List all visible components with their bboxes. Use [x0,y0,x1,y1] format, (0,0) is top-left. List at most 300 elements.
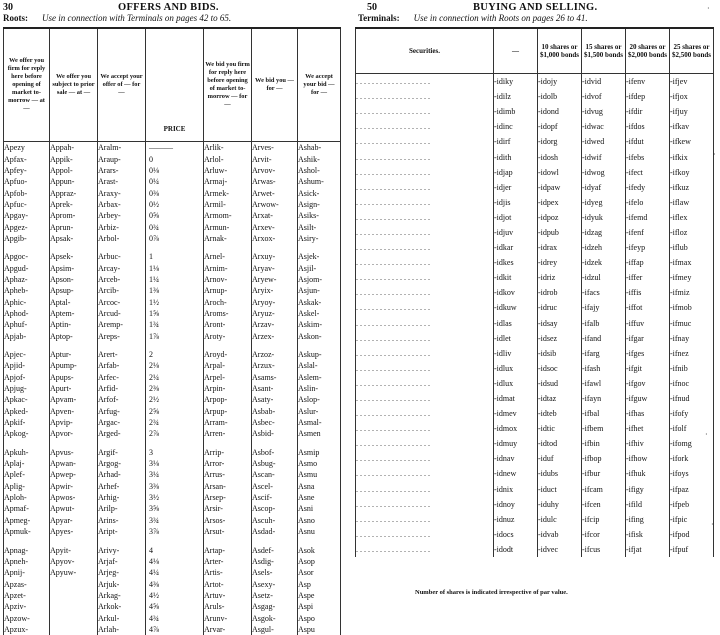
securities-cell: ................... [356,104,494,119]
code-cell: Arbiz- [98,221,146,232]
table-row [356,512,714,527]
code-cell: Apyit- [50,544,98,555]
code-cell: Aptop- [50,331,98,342]
code-cell: Apnag- [4,544,50,555]
securities-cell: ................... [356,376,494,391]
price-cell: 4⅜ [146,578,204,589]
code-cell: Arnel- [204,251,252,262]
securities-cell: ................... [356,180,494,195]
left-page-number: 30 [3,2,13,13]
price-cell: 1¼ [146,274,204,285]
terminal-cell: -iffis [626,285,670,300]
code-cell: Arpup- [204,406,252,417]
securities-cell: ................... [356,542,494,557]
code-cell: Apfuc- [4,199,50,210]
left-page-subtitle [3,13,231,23]
table-row [356,195,714,210]
table-row [4,319,341,330]
terminal-cell: -ifguw [626,391,670,406]
table-row [4,428,341,439]
securities-cell: ................... [356,300,494,315]
code-cell: Arlah- [98,624,146,635]
table-row [4,244,341,251]
code-cell: Apfuo- [4,176,50,187]
terminal-cell: -ifisk [626,527,670,542]
code-cell: Arsut- [204,526,252,537]
code-cell: Arars- [98,165,146,176]
code-cell: Asilt- [298,221,341,232]
code-cell: Arwet- [252,187,298,198]
code-cell: Arpal- [204,360,252,371]
offers-bids-body [4,142,341,635]
terminal-cell: -ifjox [670,89,714,104]
code-cell: Arkul- [98,612,146,623]
table-row [356,89,714,104]
securities-cell: ................... [356,406,494,421]
code-cell: Asign- [298,199,341,210]
code-cell: Arzex- [252,331,298,342]
table-row [4,296,341,307]
code-cell: Apkuh- [4,447,50,458]
table-row [356,376,714,391]
code-cell: Apgib- [4,233,50,244]
price-cell: 1⅞ [146,331,204,342]
code-cell: Aslin- [298,383,341,394]
code-cell: Arlik- [204,142,252,154]
code-cell [252,440,298,447]
terminal-cell: -iffap [626,255,670,270]
terminal-cell: -ifpic [670,512,714,527]
terminal-cell: -ifcip [582,512,626,527]
price-cell: 0⅞ [146,233,204,244]
price-cell: 1 [146,251,204,262]
code-cell: Appol- [50,165,98,176]
code-cell [204,342,252,349]
code-cell: Aptur- [50,349,98,360]
code-cell: Asiks- [298,210,341,221]
terminal-cell: -idzeh [582,240,626,255]
table-row [4,440,341,447]
price-cell: 3¼ [146,469,204,480]
code-cell: Apkif- [4,417,50,428]
terminal-cell: -ifpaz [670,482,714,497]
table-row [4,481,341,492]
code-cell: Ashab- [298,142,341,154]
securities-cell: ................... [356,391,494,406]
terminal-cell: -idrey [538,255,582,270]
code-cell: Ascel- [252,481,298,492]
code-cell: Aspe [298,590,341,601]
securities-cell: ................... [356,361,494,376]
terminal-cell: -idwac [582,119,626,134]
code-cell: Apfax- [4,153,50,164]
code-cell: Arror- [204,458,252,469]
terminal-cell: -ifkoy [670,165,714,180]
terminal-cell: -idocs [494,527,538,542]
code-cell: Asick- [298,187,341,198]
table-row [4,210,341,221]
code-cell: Apwan- [50,458,98,469]
terminal-cell: -idopf [538,119,582,134]
code-cell: Arunv- [204,612,252,623]
code-cell: Apsak- [50,233,98,244]
column-header: — [494,28,538,74]
code-cell: Apheb- [4,285,50,296]
column-header: 20 shares or $2,000 bonds [626,28,670,74]
code-cell: Ashol- [298,165,341,176]
price-cell: 3⅞ [146,526,204,537]
code-cell: Arves- [252,142,298,154]
terminal-cell: -idsay [538,316,582,331]
code-cell: Askim- [298,319,341,330]
code-cell: Ascuh- [252,515,298,526]
price-cell [146,537,204,544]
securities-cell: ................... [356,240,494,255]
code-cell: Aroyd- [204,349,252,360]
code-cell: Arpop- [204,394,252,405]
table-row [4,187,341,198]
terminal-cell: -ifcen [582,497,626,512]
terminal-cell: -idtic [538,421,582,436]
code-cell: Asetz- [252,590,298,601]
price-cell: 0¾ [146,221,204,232]
code-cell: Arivy- [98,544,146,555]
column-header: We accept your offer of — for — [98,28,146,142]
code-cell: Aplaj- [4,458,50,469]
code-cell: Askon- [298,331,341,342]
code-cell: Aslal- [298,360,341,371]
table-row [4,578,341,589]
terminal-cell: -idolb [538,89,582,104]
column-header: We offer you firm for reply here before opening of market to-morrow — at — [4,28,50,142]
code-cell: Aslur- [298,406,341,417]
terminal-cell: -idsez [538,331,582,346]
code-cell: Aploh- [4,492,50,503]
terminal-cell: -ifash [582,361,626,376]
table-row [356,391,714,406]
code-cell: Aspu [298,624,341,635]
code-cell: Asor [298,567,341,578]
code-cell: Arsep- [204,492,252,503]
code-cell: Apven- [50,406,98,417]
terminal-cell: -ifmiz [670,285,714,300]
terminal-cell: -idpub [538,225,582,240]
code-cell: Arwow- [252,199,298,210]
code-cell: Arnov- [204,274,252,285]
code-cell: Asgag- [252,601,298,612]
terminal-cell: -ifeyp [626,240,670,255]
code-cell: Aprom- [50,210,98,221]
securities-cell: ................... [356,451,494,466]
terminal-cell: -idnix [494,482,538,497]
code-cell: Asni [298,503,341,514]
code-cell: Aspo [298,612,341,623]
terminal-cell: -idkes [494,255,538,270]
table-row [356,542,714,557]
table-row [4,176,341,187]
securities-cell: ................... [356,346,494,361]
code-cell: Armek- [204,187,252,198]
table-row [356,240,714,255]
right-page [355,0,720,601]
code-cell: Arfec- [98,372,146,383]
terminal-cell: -iflub [670,240,714,255]
code-cell: Arjuk- [98,578,146,589]
code-cell: Apump- [50,360,98,371]
terminal-cell: -ifpuf [670,542,714,557]
code-cell: Ashik- [298,153,341,164]
table-row [356,421,714,436]
terminal-cell: -idjis [494,195,538,210]
code-cell: Arbax- [98,199,146,210]
terminal-cell: -ifnud [670,391,714,406]
code-cell [252,244,298,251]
securities-cell: ................... [356,285,494,300]
securities-cell: ................... [356,165,494,180]
price-cell: 4⅝ [146,601,204,612]
table-row [356,451,714,466]
price-cell: ——— [146,142,204,154]
code-cell: Arceb- [98,274,146,285]
code-cell: Apkog- [4,428,50,439]
terminal-cell: -idnav [494,451,538,466]
code-cell: Apgez- [4,221,50,232]
terminal-cell: -idmat [494,391,538,406]
code-cell: Asexy- [252,578,298,589]
code-cell: Apnij- [4,567,50,578]
price-cell: 0⅝ [146,210,204,221]
terminal-cell: -idinc [494,119,538,134]
code-cell: Artot- [204,578,252,589]
terminal-cell: -idriz [538,270,582,285]
terminal-cell: -ifgit [626,361,670,376]
price-cell: 0 [146,153,204,164]
code-cell: Apjab- [4,331,50,342]
code-cell: Arwas- [252,176,298,187]
code-cell: Asaty- [252,394,298,405]
code-cell: Aptem- [50,308,98,319]
code-cell: Arast- [98,176,146,187]
terminal-cell: -idtod [538,436,582,451]
terminal-cell: -idjap [494,165,538,180]
code-cell: Apzas- [4,578,50,589]
securities-cell: ................... [356,482,494,497]
code-cell: Asmip [298,447,341,458]
table-row [4,262,341,273]
securities-cell: ................... [356,270,494,285]
terminal-cell: -ifnay [670,331,714,346]
table-row [4,537,341,544]
terminal-cell: -idrob [538,285,582,300]
code-cell: Armun- [204,221,252,232]
code-cell [298,342,341,349]
column-header: We bid you firm for reply here before opening of market to-morrow — for — [204,28,252,142]
code-cell: Apmuk- [4,526,50,537]
code-cell [50,440,98,447]
table-row [4,612,341,623]
terminal-cell: -ifjuy [670,104,714,119]
table-row [4,221,341,232]
code-cell: Argog- [98,458,146,469]
code-cell: Aprun- [50,221,98,232]
terminal-cell: -idsoc [538,361,582,376]
code-cell: Aryuz- [252,308,298,319]
code-cell: Asant- [252,383,298,394]
code-cell: Apvam- [50,394,98,405]
terminal-cell: -idvec [538,542,582,557]
terminal-cell: -ifkix [670,149,714,164]
table-row [4,458,341,469]
terminal-cell: -ifcam [582,482,626,497]
securities-cell: ................... [356,225,494,240]
code-cell: Asne [298,492,341,503]
right-subtitle-label: Terminals: [358,13,400,23]
price-cell: 0⅜ [146,187,204,198]
buying-selling-table [355,27,714,557]
code-cell: Aript- [98,526,146,537]
code-cell: Apjug- [4,383,50,394]
terminal-cell: -ifnoc [670,376,714,391]
price-cell: 1½ [146,296,204,307]
price-cell: 4¾ [146,612,204,623]
code-cell: Argac- [98,417,146,428]
code-cell: Arbuc- [98,251,146,262]
code-cell: Arcoc- [98,296,146,307]
terminal-cell: -ifayn [582,391,626,406]
left-page [0,0,340,601]
code-cell: Apsek- [50,251,98,262]
terminal-cell: -idvug [582,104,626,119]
terminal-cell: -ifnib [670,361,714,376]
code-cell: Arsir- [204,503,252,514]
code-cell: Arvov- [252,165,298,176]
terminal-cell: -ifcor [582,527,626,542]
table-row [4,274,341,285]
terminal-cell: -ifect [626,165,670,180]
code-cell: Arert- [98,349,146,360]
code-cell: Arcib- [98,285,146,296]
code-cell [98,537,146,544]
code-cell: Aphic- [4,296,50,307]
securities-cell: ................... [356,421,494,436]
code-cell: Appik- [50,153,98,164]
terminal-cell: -idpoz [538,210,582,225]
code-cell: Apneh- [4,556,50,567]
terminal-cell: -ifpeb [670,497,714,512]
code-cell: Apurt- [50,383,98,394]
table-row [356,74,714,90]
price-cell [146,342,204,349]
code-cell: Asjom- [298,274,341,285]
terminal-cell: -ifkew [670,134,714,149]
code-cell: Arxuy- [252,251,298,262]
table-row [356,255,714,270]
code-cell: Apezy [4,142,50,154]
code-cell: Arpin- [204,383,252,394]
code-cell [50,624,98,635]
price-cell: 3½ [146,492,204,503]
code-cell [204,244,252,251]
price-cell: 2½ [146,394,204,405]
code-cell: Asbab- [252,406,298,417]
code-cell: Apwut- [50,503,98,514]
code-cell [4,440,50,447]
terminal-cell: -ifild [626,497,670,512]
table-row [4,544,341,555]
code-cell: Aptin- [50,319,98,330]
code-cell: Apsim- [50,262,98,273]
code-cell [50,590,98,601]
terminal-cell: -iffot [626,300,670,315]
table-row [356,331,714,346]
offers-bids-header-row [4,28,341,142]
code-cell: Arnak- [204,233,252,244]
code-cell: Arvar- [204,624,252,635]
code-cell [50,578,98,589]
terminal-cell: -idyeg [582,195,626,210]
code-cell: Arged- [98,428,146,439]
code-cell: Apups- [50,372,98,383]
code-cell [50,537,98,544]
terminal-cell: -idnew [494,466,538,481]
left-subtitle-label: Roots: [3,13,28,23]
code-cell: Apjid- [4,360,50,371]
securities-cell: ................... [356,149,494,164]
terminal-cell: -ifand [582,331,626,346]
code-cell: Apyuw- [50,567,98,578]
code-cell: Arjaf- [98,556,146,567]
table-row [4,372,341,383]
securities-cell: ................... [356,512,494,527]
code-cell: Arbey- [98,210,146,221]
code-cell: Arbol- [98,233,146,244]
terminal-cell: -ifdos [626,119,670,134]
terminal-cell: -idojy [538,74,582,90]
right-page-title: BUYING AND SELLING. [473,2,597,13]
code-cell [50,601,98,612]
code-cell: Arhig- [98,492,146,503]
right-page-subtitle [358,13,588,23]
code-cell: Ascop- [252,503,298,514]
code-cell: Armaj- [204,176,252,187]
code-cell: Arfab- [98,360,146,371]
price-cell: 4 [146,544,204,555]
price-cell: 2⅞ [146,428,204,439]
terminal-cell: -idvid [582,74,626,90]
table-row [356,149,714,164]
terminal-cell: -iffuv [626,316,670,331]
terminal-cell: -idsud [538,376,582,391]
terminal-cell: -idpaw [538,180,582,195]
code-cell: Arjeg- [98,567,146,578]
table-row [356,497,714,512]
code-cell: Asdad- [252,526,298,537]
table-row [4,503,341,514]
terminal-cell: -ifkuz [670,180,714,195]
terminal-cell: -ifbal [582,406,626,421]
code-cell: Aslem- [298,372,341,383]
terminal-cell: -ifnez [670,346,714,361]
code-cell: Aphod- [4,308,50,319]
code-cell: Arvit- [252,153,298,164]
code-cell: Apmeg- [4,515,50,526]
code-cell: Aralm- [98,142,146,154]
table-row [4,142,341,154]
table-row [4,526,341,537]
price-cell: 4½ [146,590,204,601]
terminal-cell: -idosh [538,149,582,164]
column-header: We offer you subject to prior sale — at — [50,28,98,142]
